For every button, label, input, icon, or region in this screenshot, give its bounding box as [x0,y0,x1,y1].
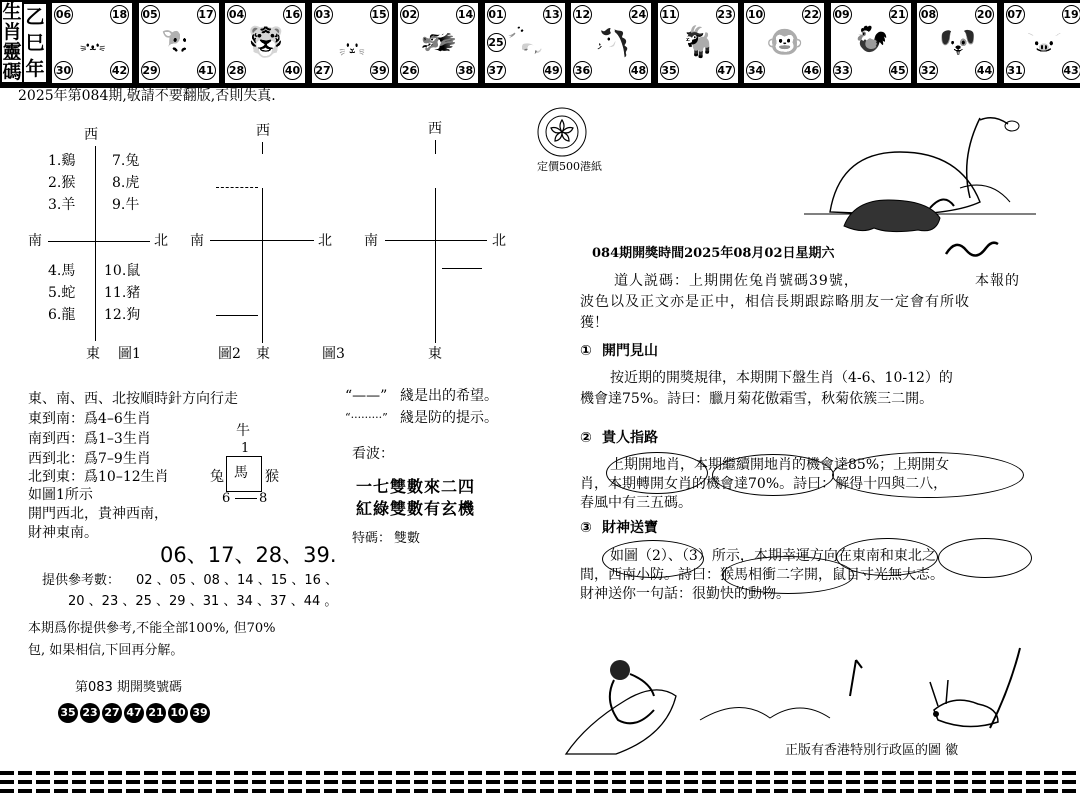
title-char: 靈 [2,41,22,63]
fig2-south: 南 [190,233,204,249]
snake-icon: 🐍 [506,25,544,60]
zodiac-number: 08 [919,5,938,24]
section-marker: ② [580,430,592,446]
draw-time: 084期開獎時間2025年08月02日星期六 [592,246,835,261]
rule-line: 開門西北，貴神西南， [28,506,168,522]
title-char: 生 [2,1,22,23]
rule-line: 東到南：爲4–6生肖 [28,411,151,427]
zodiac-panel [485,3,565,83]
intro-line-1: 道人説碼：上期開佐兔肖號碼39號， [614,273,859,289]
zodiac-number: 28 [227,61,246,80]
main-numbers: 06、17、28、39. [160,543,337,567]
section-marker: ① [580,343,592,359]
zodiac-number: 25 [487,33,506,52]
zodiac-number: 26 [400,61,419,80]
section-line: 肖，本期轉開女肖的機會達70%。詩曰：解得十四與二八， [580,476,948,492]
fig3-south: 南 [364,233,378,249]
rule-line: 東、南、西、北按順時針方向行走 [28,391,238,407]
zodiac-number: 06 [54,5,73,24]
zodiac-number: 19 [1062,5,1080,24]
fig1-item: 6.龍 [48,307,76,323]
intro-line-1b: 本報的 [975,273,1020,289]
fig1-item: 3.羊 [48,197,76,213]
zodiac-number: 41 [197,61,216,80]
zodiac-number: 11 [660,5,679,24]
fig3-solid-line [442,268,482,269]
wave-line-2: 紅綠雙數有玄機 [356,499,476,518]
zodiac-number: 27 [314,61,333,80]
rule-line: 西到北：爲7–9生肖 [28,451,151,467]
mini-top: 牛 [236,423,250,439]
mini-right: 猴 [265,469,279,485]
ref-numbers-label: 提供參考數： [42,573,121,588]
horse-icon: 🐴 [593,25,631,60]
zodiac-number: 48 [629,61,648,80]
zodiac-panel [52,3,132,83]
draw-ball: 10 [168,703,188,723]
title-char: 乙 [25,6,45,28]
zodiac-panel [398,3,478,83]
zodiac-number: 22 [802,5,821,24]
circle-mark [938,538,1032,578]
zodiac-number: 17 [197,5,216,24]
monkey-icon: 🐵 [766,25,804,60]
fig1-south: 南 [28,233,42,249]
fig1-north: 北 [154,233,168,249]
zodiac-number: 23 [716,5,735,24]
tiger-icon: 🐯 [247,25,285,60]
title-char: 肖 [2,21,22,43]
zodiac-number: 46 [802,61,821,80]
rooster-icon: 🐓 [852,25,890,60]
pig-icon: 🐷 [1025,25,1063,60]
zodiac-number: 29 [141,61,160,80]
snake-doodle-icon [942,236,1002,260]
fig1-item: 5.蛇 [48,285,76,301]
circle-mark [712,454,834,496]
zodiac-number: 33 [833,61,852,80]
dog-icon: 🐶 [939,25,977,60]
zodiac-panel [658,3,738,83]
rabbit-icon: 🐰 [333,25,371,60]
zodiac-number: 13 [543,5,562,24]
zodiac-number: 44 [975,61,994,80]
zodiac-number: 39 [370,61,389,80]
section-line: 按近期的開獎規律，本期開下盤生肖（4-6、10-12）的 [610,370,953,386]
hk-emblem-icon [536,106,588,158]
fig3-caption: 圖3 [322,346,345,362]
goat-icon: 🐐 [679,25,717,60]
ox-illustration-icon [800,108,1040,238]
mini-bottom-line [235,498,257,499]
zodiac-number: 01 [487,5,506,24]
intro-line-2: 波色以及正文亦是正中，相信長期跟踪略朋友一定會有所收 [580,294,970,310]
zodiac-number: 47 [716,61,735,80]
zodiac-number: 14 [456,5,475,24]
fig1-item: 2.猴 [48,175,76,191]
fig1-item: 9.牛 [112,197,140,213]
circle-mark [832,452,1024,498]
section-line: 財神送你一句話：很勤快的動物。 [580,586,790,602]
draw-ball: 21 [146,703,166,723]
special-label: 特碼： [352,531,392,546]
section-title: 財神送寶 [602,520,658,536]
fig3-west-tick [435,140,436,154]
legend-dotted-quote: “·········” [345,411,388,424]
fig1-west: 西 [84,127,98,143]
mini-top-num: 1 [241,441,250,456]
fig1-caption: 圖1 [118,346,141,362]
title-char: 年 [25,58,45,80]
fig2-west: 西 [256,123,270,139]
zodiac-number: 36 [573,61,592,80]
issue-line: 2025年第084期,敬請不要翻版,否則失真. [18,88,276,104]
ref-numbers-line-1: 02 、05 、08 、14 、15 、16 、 [136,573,339,588]
section-line: 上期開地肖，本期繼續開地肖的機會達85%；上期開女 [610,457,950,473]
fig1-item: 10.鼠 [104,263,141,279]
zodiac-number: 32 [919,61,938,80]
section-marker: ③ [580,520,592,536]
zodiac-panel [831,3,911,83]
fig3-horizontal-axis [385,240,487,241]
fig2-horizontal-axis [210,240,314,241]
zodiac-number: 38 [456,61,475,80]
zodiac-number: 31 [1006,61,1025,80]
zodiac-number: 42 [110,61,129,80]
section-title: 開門見山 [602,343,658,359]
ox-icon: 🐮 [160,25,198,60]
fig3-west: 西 [428,121,442,137]
fig2-vertical-axis [262,188,263,343]
zodiac-number: 21 [889,5,908,24]
zodiac-number: 34 [746,61,765,80]
zodiac-number: 04 [227,5,246,24]
draw-ball: 47 [124,703,144,723]
fig2-solid-line [216,315,258,316]
fig1-horizontal-axis [48,241,150,242]
zodiac-number: 16 [283,5,302,24]
zodiac-number: 03 [314,5,333,24]
rule-line: 財神東南。 [28,525,98,541]
special-value: 雙數 [394,531,421,546]
fig1-item: 4.馬 [48,263,76,279]
zodiac-number: 18 [110,5,129,24]
zodiac-panel [225,3,305,83]
zodiac-number: 35 [660,61,679,80]
bottom-wave-border [0,771,1080,775]
bottom-wave-border [0,780,1080,784]
draw-ball: 35 [58,703,78,723]
zodiac-number: 49 [543,61,562,80]
rule-line: 南到西：爲1–3生肖 [28,431,151,447]
draw-ball: 39 [190,703,210,723]
zodiac-number: 20 [975,5,994,24]
zodiac-panel [312,3,392,83]
fig3-vertical-axis [435,188,436,343]
title-char: 碼 [2,61,22,83]
dragon-icon: 🐲 [420,25,458,60]
fig2-east: 東 [256,346,270,362]
wave-label: 看波： [352,446,394,462]
fig1-item: 1.鷄 [48,153,76,169]
draw-ball: 27 [102,703,122,723]
intro-line-3: 獲！ [580,315,608,331]
section-line: 如圖（2）、（3）所示，本期幸運方向在東南和東北之 [610,548,936,564]
section-title: 貴人指路 [602,430,658,446]
rule-line: 如圖1所示 [28,487,93,503]
prev-draw-label: 第083 期開獎號碼 [75,680,182,695]
rule-line: 北到東：爲10–12生肖 [28,469,169,485]
section-line: 春風中有三五碼。 [580,495,692,511]
disclaimer-line-2: 包, 如果相信,下回再分解。 [28,643,184,658]
fig2-caption: 圖2 [218,346,241,362]
prev-draw-balls [58,701,212,723]
section-line: 機會達75%。詩曰：臘月菊花傲霜雪，秋菊依簇三二開。 [580,391,934,407]
zodiac-panel [917,3,997,83]
zodiac-number: 15 [370,5,389,24]
zodiac-number: 45 [889,61,908,80]
fig1-item: 12.狗 [104,307,141,323]
fig2-north: 北 [318,233,332,249]
fig1-item: 7.兔 [112,153,140,169]
zodiac-panel [571,3,651,83]
circle-mark [606,452,708,494]
mini-left: 兔 [210,469,224,485]
title-column-2 [24,4,46,82]
circle-mark [722,556,854,594]
footer-note: 正版有香港特別行政區的圖 徽 [785,743,959,758]
title-char: 巳 [25,32,45,54]
bottom-wave-border [0,789,1080,793]
zodiac-panel [139,3,219,83]
wave-line-1: 一七雙數來二四 [356,477,476,496]
zodiac-panel [1004,3,1080,83]
disclaimer-line-1: 本期爲你提供參考,不能全部100%, 但70% [28,621,276,636]
legend-solid-text: 綫是出的希望。 [400,388,498,404]
fig1-vertical-axis [95,146,96,341]
zodiac-number: 07 [1006,5,1025,24]
zodiac-panel [744,3,824,83]
circle-mark [602,540,704,578]
price-label: 定價500港紙 [537,160,602,173]
fig2-dotted-line [216,187,258,188]
fig3-north: 北 [492,233,506,249]
zodiac-number: 09 [833,5,852,24]
zodiac-number: 05 [141,5,160,24]
mini-center: 馬 [234,465,248,481]
zodiac-header-strip [0,0,1080,88]
mini-bottom-left: 6 [222,491,231,506]
mini-bottom-right: 8 [259,491,268,506]
zodiac-number: 37 [487,61,506,80]
section-line: 間，西南小防。詩曰：猴馬相衝二字開，鼠目寸光無大志。 [580,567,944,583]
rat-icon: 🐭 [74,25,112,60]
fig3-east: 東 [428,346,442,362]
fig1-item: 8.虎 [112,175,140,191]
fig1-east: 東 [86,346,100,362]
title-column-1 [2,2,22,82]
fig2-west-tick [262,142,263,154]
zodiac-number: 12 [573,5,592,24]
zodiac-number: 43 [1062,61,1080,80]
draw-ball: 23 [80,703,100,723]
legend-solid-quote: “——” [345,388,388,404]
zodiac-number: 02 [400,5,419,24]
legend-dotted-text: 綫是防的提示。 [400,410,498,426]
fig1-item: 11.豬 [104,285,141,301]
zodiac-number: 30 [54,61,73,80]
ref-numbers-line-2: 20 、23 、25 、29 、31 、34 、37 、44 。 [68,594,338,609]
zodiac-number: 24 [629,5,648,24]
zodiac-number: 10 [746,5,765,24]
zodiac-number: 40 [283,61,302,80]
